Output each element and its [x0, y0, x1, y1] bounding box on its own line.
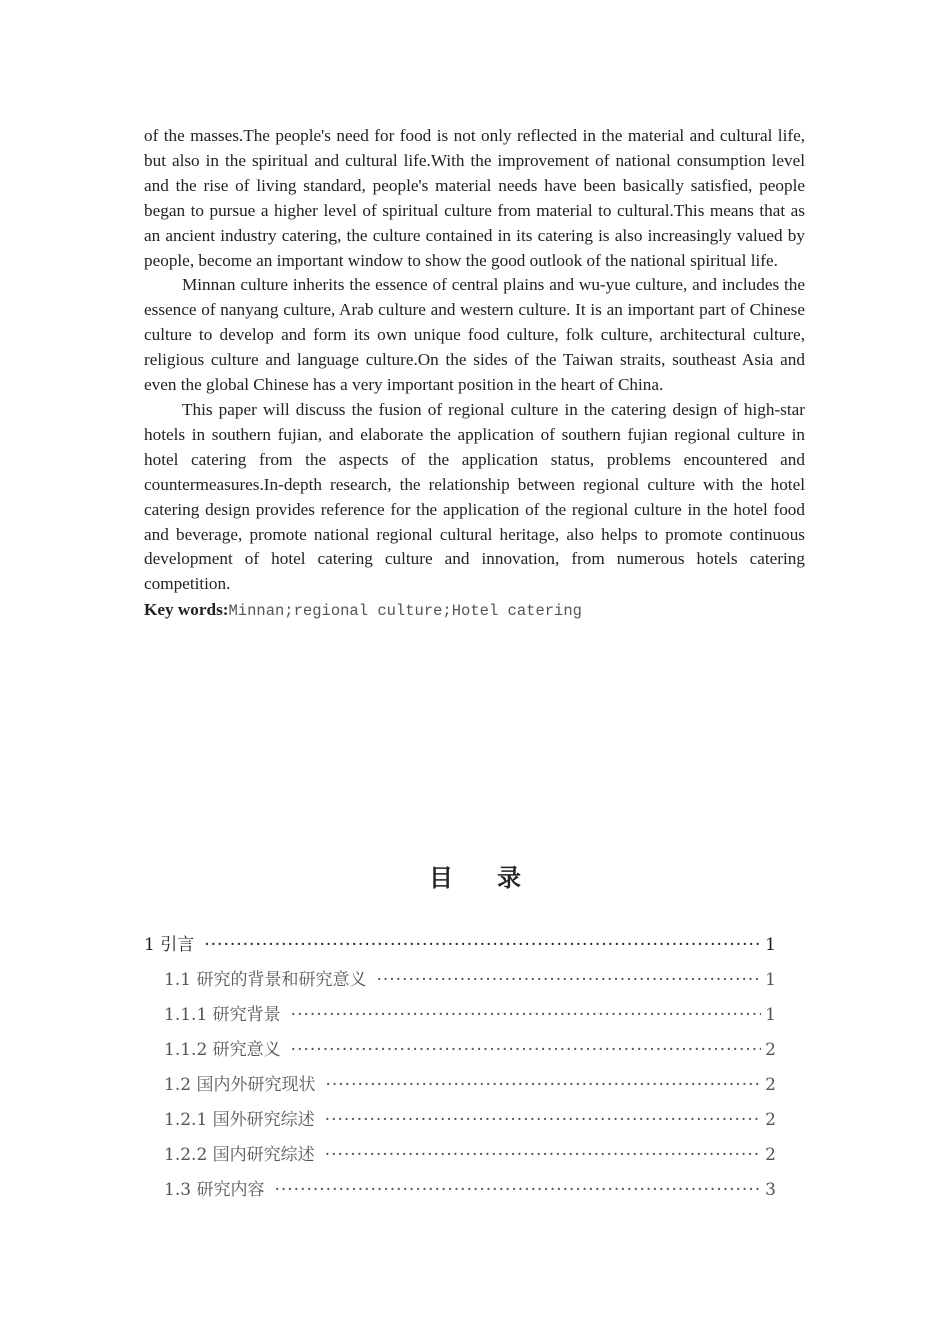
- toc-leader-dots: [204, 935, 761, 955]
- toc-entry-label: 1.2.1 国外研究综述: [164, 1110, 315, 1130]
- toc-leader-dots: [325, 1075, 761, 1095]
- toc-page-number: 2: [765, 1145, 776, 1165]
- toc-entry[interactable]: [144, 1035, 776, 1070]
- toc-entry[interactable]: [144, 930, 776, 965]
- toc-leader-dots: [325, 1110, 762, 1130]
- english-abstract: [144, 124, 805, 624]
- toc-entry[interactable]: [144, 1105, 776, 1140]
- keywords-line: [144, 598, 805, 624]
- toc-page-number: 2: [765, 1040, 776, 1060]
- toc-page-number: 2: [765, 1110, 776, 1130]
- toc-page-number: 2: [765, 1075, 776, 1095]
- keywords-values: Minnan;regional culture;Hotel catering: [228, 602, 582, 621]
- toc-leader-dots: [376, 970, 761, 990]
- abstract-paragraph: of the masses.The people's need for food is not only reflected in the material and cultural life, but also in the spiritual and cultural life.With the improvement of national consumption level and the rise of living standard, people's material needs have been basically satisfied, people began to pursue a higher level of spiritual culture from material to cultural.This means that as an ancient industry catering, the culture contained in its catering is also increasingly valued by people, become an important window to show the good outlook of the national spiritual life.: [144, 126, 805, 270]
- toc-leader-dots: [274, 1180, 761, 1200]
- toc-entry-label: 1.1.2 研究意义: [164, 1040, 281, 1060]
- abstract-paragraph: Minnan culture inherits the essence of central plains and wu-yue culture, and includes the essence of nanyang culture, Arab culture and western culture. It is an important part of Chinese culture to develop and form its own unique food culture, folk culture, architectural culture, religious culture and language culture.On the sides of the Taiwan straits, southeast Asia and even the global Chinese has a very important position in the heart of China.: [144, 275, 805, 395]
- toc-entry-label: 1.3 研究内容: [164, 1180, 265, 1200]
- toc-leader-dots: [291, 1005, 762, 1025]
- toc-page-number: 1: [765, 935, 776, 955]
- toc-title: 目录: [429, 864, 565, 892]
- toc-entry[interactable]: [144, 1175, 776, 1210]
- toc-page-number: 1: [765, 1005, 776, 1025]
- toc-entry[interactable]: [144, 965, 776, 1000]
- toc-entry-label: 1.1 研究的背景和研究意义: [164, 970, 367, 990]
- keywords-label: Key words:: [144, 600, 229, 620]
- toc-entry-label: 1 引言: [144, 935, 195, 955]
- toc-page-number: 1: [765, 970, 776, 990]
- toc-entry-label: 1.1.1 研究背景: [164, 1005, 281, 1025]
- toc-entry[interactable]: [144, 1140, 776, 1175]
- toc-entry[interactable]: [144, 1000, 776, 1035]
- toc-entry[interactable]: [144, 1070, 776, 1105]
- table-of-contents: [144, 930, 776, 1210]
- toc-leader-dots: [291, 1040, 762, 1060]
- toc-leader-dots: [325, 1145, 762, 1165]
- toc-page-number: 3: [765, 1180, 776, 1200]
- toc-entry-label: 1.2.2 国内研究综述: [164, 1145, 315, 1165]
- toc-entry-label: 1.2 国内外研究现状: [164, 1075, 316, 1095]
- abstract-paragraph: This paper will discuss the fusion of regional culture in the catering design of high-star hotels in southern fujian, and elaborate the application of southern fujian regional culture in hotel catering from the aspects of the application status, problems encountered and countermeasures.In-depth research, the relationship between regional culture with the hotel catering design provides reference for the application of the regional culture in the hotel food and beverage, promote national regional cultural heritage, also helps to promote continuous development of hotel catering culture and innovation, from numerous hotels catering competition.: [144, 399, 805, 594]
